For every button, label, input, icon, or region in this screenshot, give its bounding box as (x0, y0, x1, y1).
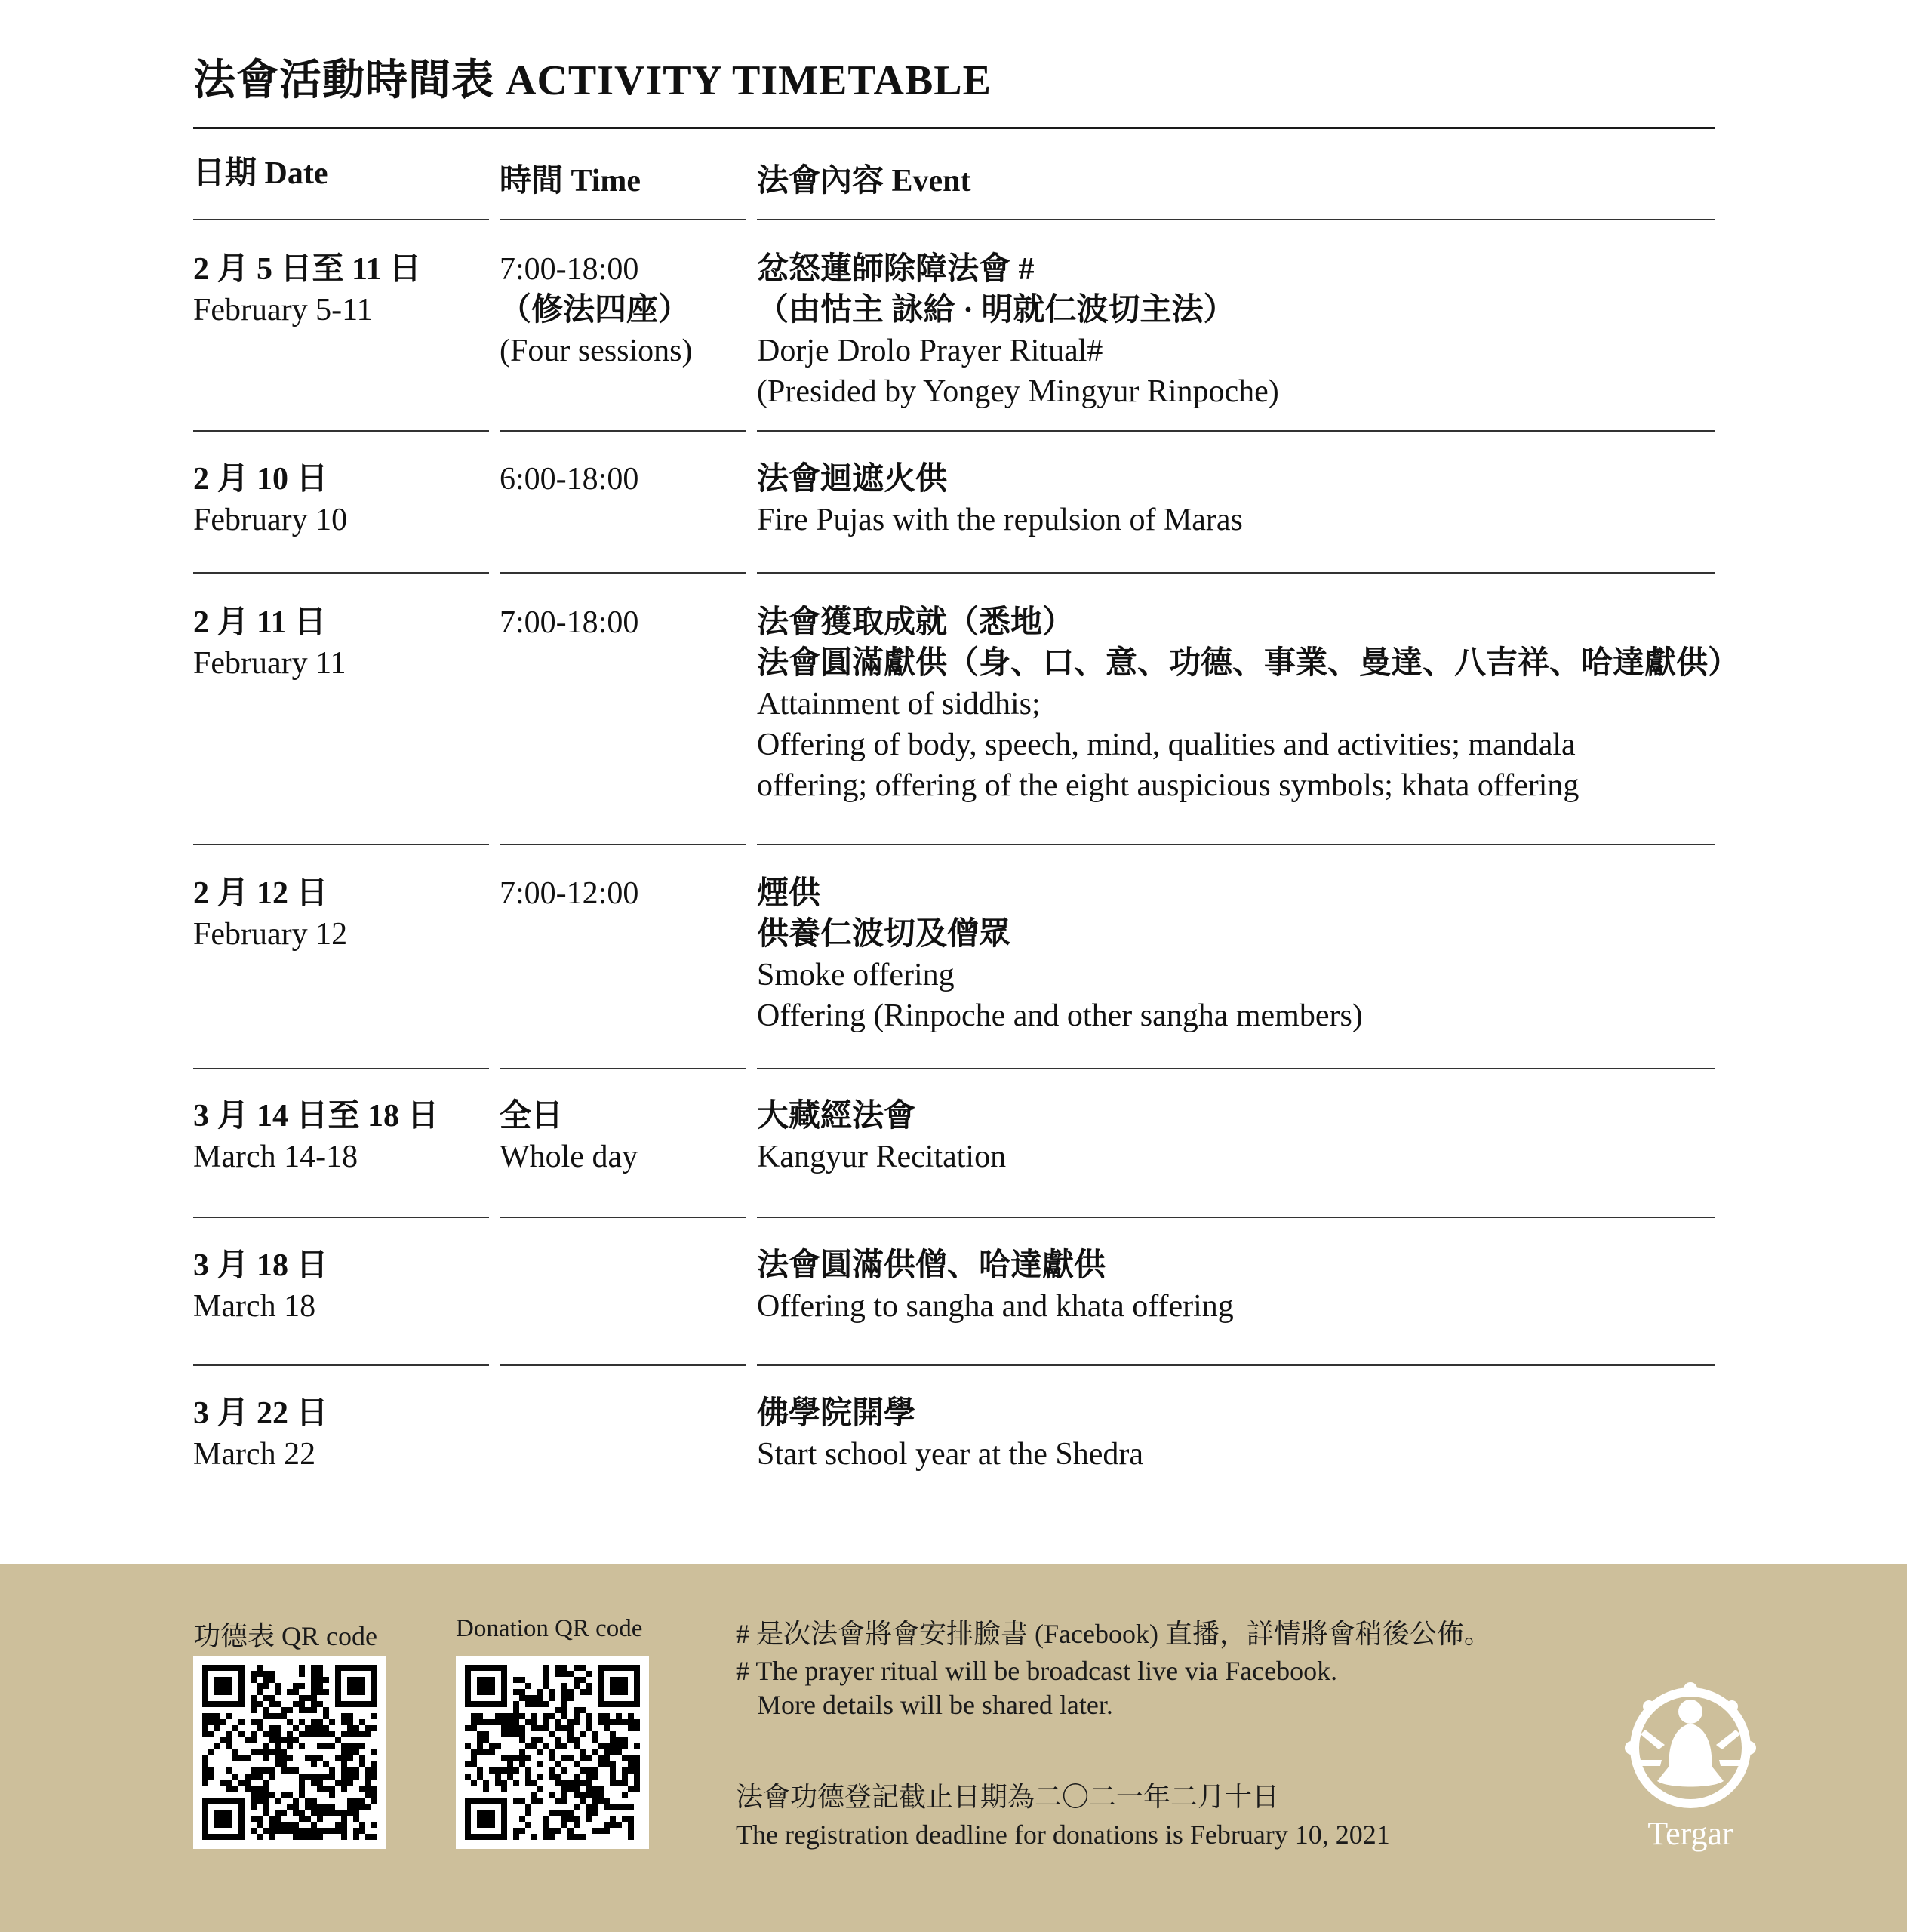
date-zh: 2 月 10 日 (193, 462, 328, 497)
header-time: 時間 Time (500, 164, 641, 198)
row-divider (500, 430, 746, 432)
row-divider (757, 572, 1715, 574)
time-line: Whole day (500, 1140, 638, 1174)
date-zh: 2 月 11 日 (193, 605, 327, 640)
logo-text: Tergar (1647, 1815, 1733, 1852)
date-cell (193, 1393, 328, 1475)
date-cell (193, 873, 347, 955)
event-en: (Presided by Yongey Mingyur Rinpoche) (757, 374, 1279, 409)
date-cell (193, 1096, 439, 1177)
event-zh: 法會迴遮火供 (757, 462, 948, 497)
event-cell (757, 1245, 1234, 1327)
row-divider (757, 1364, 1715, 1366)
row-divider (500, 844, 746, 845)
broadcast-note-en: # The prayer ritual will be broadcast live via Facebook. (736, 1656, 1338, 1686)
event-en: Start school year at the Shedra (757, 1437, 1143, 1472)
row-divider (500, 1068, 746, 1069)
time-line: (Four sessions) (500, 334, 693, 368)
row-divider (193, 219, 489, 220)
row-divider (193, 844, 489, 845)
merit-qr-label: 功德表 QR code (193, 1621, 377, 1651)
row-divider (500, 572, 746, 574)
deadline-en: The registration deadline for donations is February 10, 2021 (736, 1820, 1390, 1850)
event-cell (757, 1096, 1006, 1177)
event-cell (757, 459, 1243, 540)
event-en: Dorje Drolo Prayer Ritual# (757, 334, 1103, 368)
row-divider (500, 219, 746, 220)
header-event: 法會內容 Event (757, 164, 971, 198)
time-line: 全日 (500, 1099, 564, 1134)
row-divider (757, 844, 1715, 845)
event-cell (757, 873, 1363, 1036)
event-zh: 法會獲取成就（悉地） (757, 605, 1075, 640)
merit-qr-code[interactable] (193, 1656, 386, 1849)
event-en: Offering of body, speech, mind, qualities and activities; mandala (757, 728, 1576, 762)
time-line: 7:00-12:00 (500, 876, 639, 911)
event-zh: （由怙主 詠給 · 明就仁波切主法） (757, 293, 1235, 328)
row-divider (500, 1217, 746, 1218)
time-cell (500, 459, 638, 500)
event-zh: 供養仁波切及僧眾 (757, 917, 1011, 952)
event-zh: 法會圓滿獻供（身、口、意、功德、事業、曼達、八吉祥、哈達獻供） (757, 646, 1740, 681)
title-divider (193, 127, 1715, 129)
time-line: （修法四座） (500, 293, 691, 328)
broadcast-note-zh: # 是次法會將會安排臉書 (Facebook) 直播，詳情將會稍後公佈。 (736, 1619, 1491, 1649)
date-cell (193, 459, 347, 540)
event-cell (757, 602, 1739, 806)
date-en: March 22 (193, 1437, 316, 1472)
date-en: March 14-18 (193, 1140, 358, 1174)
date-cell (193, 1245, 328, 1327)
row-divider (193, 572, 489, 574)
time-cell (500, 873, 638, 914)
date-zh: 3 月 18 日 (193, 1248, 328, 1283)
date-zh: 3 月 14 日至 18 日 (193, 1099, 439, 1134)
row-divider (757, 1217, 1715, 1218)
event-cell (757, 1393, 1143, 1475)
row-divider (757, 430, 1715, 432)
time-line: 7:00-18:00 (500, 605, 639, 640)
event-en: Offering (Rinpoche and other sangha members) (757, 998, 1363, 1033)
date-en: February 10 (193, 503, 348, 537)
time-cell (500, 602, 638, 643)
row-divider (757, 1068, 1715, 1069)
event-zh: 佛學院開學 (757, 1396, 916, 1431)
tergar-meditator-logo-icon (1615, 1681, 1766, 1855)
event-zh: 大藏經法會 (757, 1099, 916, 1134)
event-en: Attainment of siddhis; (757, 687, 1041, 721)
row-divider (193, 430, 489, 432)
date-zh: 3 月 22 日 (193, 1396, 328, 1431)
row-divider (193, 1364, 489, 1366)
time-line: 6:00-18:00 (500, 462, 639, 497)
donation-qr-label: Donation QR code (456, 1615, 643, 1642)
event-zh: 法會圓滿供僧、哈達獻供 (757, 1248, 1106, 1283)
event-en: Offering to sangha and khata offering (757, 1289, 1234, 1324)
event-en: Smoke offering (757, 958, 955, 992)
row-divider (193, 1217, 489, 1218)
date-cell (193, 602, 346, 684)
date-en: February 5-11 (193, 293, 373, 328)
event-en: offering; offering of the eight auspicious symbols; khata offering (757, 768, 1579, 803)
row-divider (193, 1068, 489, 1069)
row-divider (500, 1364, 746, 1366)
broadcast-note-en-2: More details will be shared later. (757, 1690, 1113, 1720)
date-cell (193, 249, 421, 331)
time-line: 7:00-18:00 (500, 252, 639, 287)
page-title: 法會活動時間表 ACTIVITY TIMETABLE (193, 57, 992, 104)
row-divider (757, 219, 1715, 220)
deadline-zh: 法會功德登記截止日期為二〇二一年二月十日 (736, 1782, 1280, 1812)
header-date: 日期 Date (193, 156, 328, 191)
date-en: February 12 (193, 917, 348, 952)
event-en: Fire Pujas with the repulsion of Maras (757, 503, 1243, 537)
date-en: February 11 (193, 646, 346, 681)
event-en: Kangyur Recitation (757, 1140, 1007, 1174)
event-zh: 煙供 (757, 876, 821, 911)
event-cell (757, 249, 1279, 412)
donation-qr-code[interactable] (456, 1656, 649, 1849)
date-zh: 2 月 12 日 (193, 876, 328, 911)
time-cell (500, 1096, 638, 1177)
event-zh: 忿怒蓮師除障法會 # (757, 252, 1035, 287)
date-zh: 2 月 5 日至 11 日 (193, 252, 422, 287)
date-en: March 18 (193, 1289, 316, 1324)
time-cell (500, 249, 693, 371)
